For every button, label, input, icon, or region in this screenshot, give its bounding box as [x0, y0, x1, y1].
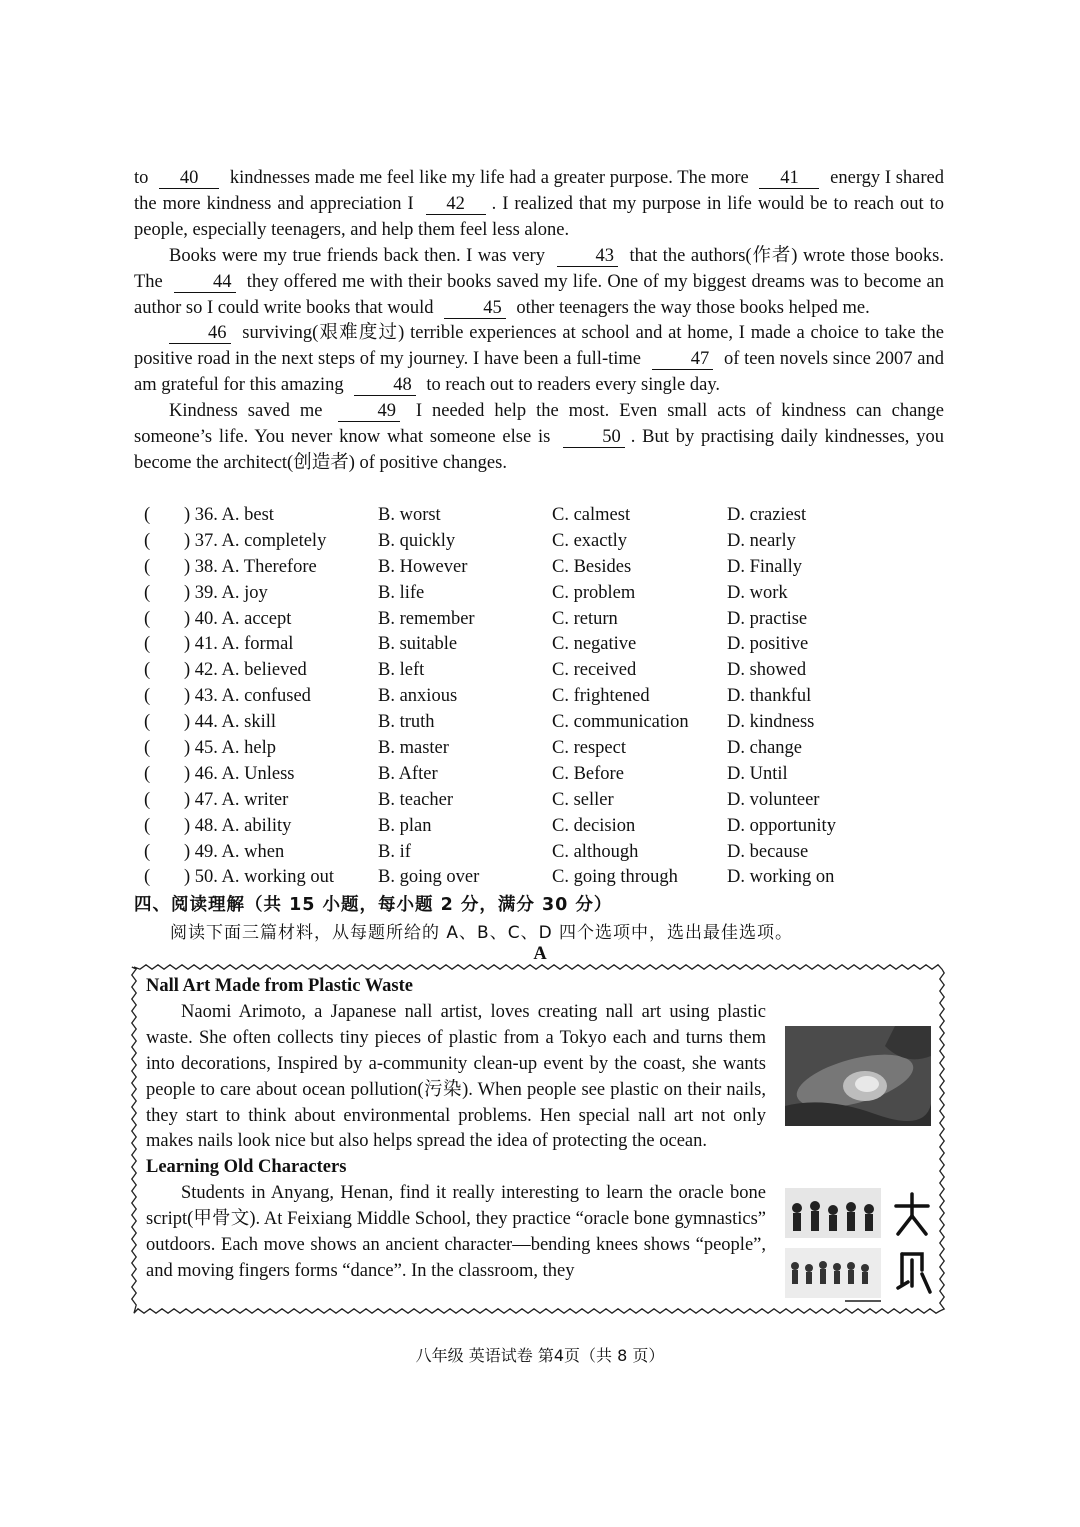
option-d[interactable]: D. positive: [727, 634, 809, 655]
option-b[interactable]: B. quickly: [378, 530, 456, 551]
passage-text: kindnesses made me feel like my life had a greater purpose. The more: [225, 168, 754, 188]
passage-text: they offered me with their books saved my life. One of my biggest dreams was to become an author so I could write books that would: [134, 271, 945, 318]
cloze-passage: [134, 166, 944, 477]
question-row: [144, 710, 944, 736]
answer-bracket[interactable]: (: [144, 660, 151, 681]
option-c[interactable]: C. although: [552, 841, 639, 862]
option-a[interactable]: ) 42. A. believed: [184, 660, 307, 681]
option-b[interactable]: B. going over: [378, 867, 480, 888]
answer-bracket[interactable]: (: [144, 789, 151, 810]
option-b[interactable]: B. remember: [378, 608, 475, 629]
blank-42[interactable]: 42: [426, 194, 486, 215]
option-a[interactable]: ) 36. A. best: [184, 505, 274, 525]
passage-text: that the authors(作者) wrote those books. The: [134, 245, 944, 292]
option-d[interactable]: D. nearly: [727, 530, 796, 551]
blank-45[interactable]: 45: [444, 298, 506, 319]
question-row: [144, 581, 944, 607]
option-c[interactable]: C. going through: [552, 867, 678, 888]
oracle-script-glyphs: [888, 1188, 936, 1306]
option-d[interactable]: D. change: [727, 738, 802, 759]
article-heading-nail-art: Nall Art Made from Plastic Waste: [146, 976, 414, 996]
question-row: [144, 632, 944, 658]
question-row: [144, 555, 944, 581]
question-row: [144, 736, 944, 762]
passage-paragraph-2: [134, 244, 944, 322]
answer-bracket[interactable]: (: [144, 867, 151, 888]
option-a[interactable]: ) 47. A. writer: [184, 789, 289, 810]
option-b[interactable]: B. teacher: [378, 789, 453, 810]
option-c[interactable]: C. negative: [552, 634, 637, 655]
passage-text: energy I shared the more kindness and appreciation I: [134, 168, 945, 214]
question-row: [144, 503, 944, 529]
option-d[interactable]: D. Until: [727, 763, 788, 784]
blank-43[interactable]: 43: [557, 246, 619, 267]
blank-41[interactable]: 41: [759, 168, 819, 189]
question-row: [144, 840, 944, 866]
option-a[interactable]: ) 40. A. accept: [184, 608, 292, 629]
answer-bracket[interactable]: (: [144, 763, 151, 784]
option-c[interactable]: C. decision: [552, 815, 636, 836]
option-b[interactable]: B. suitable: [378, 634, 458, 655]
option-a[interactable]: ) 50. A. working out: [184, 867, 335, 888]
option-a[interactable]: ) 43. A. confused: [184, 686, 311, 707]
answer-bracket[interactable]: (: [144, 556, 151, 577]
option-d[interactable]: D. because: [727, 841, 809, 862]
option-d[interactable]: D. practise: [727, 608, 808, 629]
option-b[interactable]: B. master: [378, 738, 449, 759]
option-a[interactable]: ) 49. A. when: [184, 841, 285, 862]
option-b[interactable]: B. worst: [378, 505, 441, 525]
option-a[interactable]: ) 45. A. help: [184, 738, 276, 759]
option-d[interactable]: D. kindness: [727, 712, 815, 733]
option-b[interactable]: B. if: [378, 841, 411, 862]
passage-paragraph-3: [134, 321, 944, 399]
option-c[interactable]: C. exactly: [552, 530, 628, 551]
option-b[interactable]: B. truth: [378, 712, 435, 733]
article-body-nail-art: Naomi Arimoto, a Japanese nall artist, loves creating nall art using plastic waste. She often collects tiny pieces of plastic from a Tokyo each and turns them into decorations, Inspired by a-community clean-up event by the coast, she wants people to care about ocean pollution(污染). When people see plastic on their nails, they start to think about environmental problems. Hen special nall art not only makes nails look nice but also helps spread the idea of protecting the ocean.: [146, 1001, 766, 1152]
article-body-oracle: Students in Anyang, Henan, find it really interesting to learn the oracle bone script(甲骨文). At Feixiang Middle School, they practice “oracle bone gymnastics” outdoors. Each move shows an ancient character—bending knees shows “people”, and moving fingers forms “dance”. In the classroom, they: [146, 1183, 766, 1281]
question-row: [144, 658, 944, 684]
option-c[interactable]: C. communication: [552, 712, 689, 733]
option-c[interactable]: C. frightened: [552, 686, 650, 707]
option-b[interactable]: B. anxious: [378, 686, 458, 707]
option-d[interactable]: D. craziest: [727, 505, 807, 525]
answer-bracket[interactable]: (: [144, 634, 151, 655]
nail-art-photo: [785, 1026, 931, 1126]
blank-50[interactable]: 50: [563, 427, 625, 448]
option-b[interactable]: B. However: [378, 556, 468, 577]
question-row: [144, 684, 944, 710]
oracle-gymnastics-photos: [785, 1188, 881, 1306]
option-d[interactable]: D. showed: [727, 660, 807, 681]
passage-text: Kindness saved me: [169, 401, 333, 422]
reading-a-content: [146, 974, 766, 1285]
option-c[interactable]: C. calmest: [552, 505, 631, 525]
section-title: 四、阅读理解（共 15 小题，每小题 2 分，满分 30 分）: [134, 895, 613, 915]
passage-paragraph-1: [134, 166, 944, 244]
answer-bracket[interactable]: (: [144, 608, 151, 629]
passage-text: Books were my true friends back then. I was very: [169, 245, 551, 266]
option-c[interactable]: C. seller: [552, 789, 614, 810]
option-b[interactable]: B. life: [378, 582, 425, 603]
option-c[interactable]: C. received: [552, 660, 637, 681]
answer-bracket[interactable]: (: [144, 505, 151, 525]
option-d[interactable]: D. work: [727, 582, 788, 603]
answer-bracket[interactable]: (: [144, 582, 151, 603]
question-row: [144, 788, 944, 814]
blank-40[interactable]: 40: [159, 168, 219, 189]
answer-bracket[interactable]: (: [144, 815, 151, 836]
passage-text: other teenagers the way those books helped me.: [511, 297, 870, 318]
part-label: A: [533, 944, 547, 964]
option-d[interactable]: D. working on: [727, 867, 835, 888]
option-c[interactable]: C. return: [552, 608, 618, 629]
passage-text: . But by practising daily kindnesses, you become the architect(创造者) of positive changes.: [134, 427, 944, 473]
option-b[interactable]: B. left: [378, 660, 425, 681]
option-a[interactable]: ) 44. A. skill: [184, 712, 276, 733]
passage-paragraph-4: [134, 399, 944, 477]
blank-48[interactable]: 48: [354, 375, 416, 396]
answer-bracket[interactable]: (: [144, 530, 151, 551]
option-a[interactable]: ) 48. A. ability: [184, 815, 292, 836]
option-a[interactable]: ) 46. A. Unless: [184, 763, 295, 784]
passage-text: I needed help the most. Even small acts of kindness can change someone’s life. You never know what someone else is: [134, 401, 944, 448]
option-a[interactable]: ) 37. A. completely: [184, 530, 327, 551]
option-c[interactable]: C. respect: [552, 738, 626, 759]
answer-bracket[interactable]: (: [144, 841, 151, 862]
blank-47[interactable]: 47: [652, 349, 714, 370]
question-row: [144, 607, 944, 633]
question-row: [144, 814, 944, 840]
option-d[interactable]: D. volunteer: [727, 789, 820, 810]
option-b[interactable]: B. plan: [378, 815, 432, 836]
answer-bracket[interactable]: (: [144, 738, 151, 759]
answer-bracket[interactable]: (: [144, 712, 151, 733]
option-c[interactable]: C. Besides: [552, 556, 632, 577]
option-d[interactable]: D. thankful: [727, 686, 812, 707]
option-a[interactable]: ) 38. A. Therefore: [184, 556, 317, 577]
answer-bracket[interactable]: (: [144, 686, 151, 707]
passage-text: to reach out to readers every single day.: [421, 375, 720, 396]
blank-49[interactable]: 49: [338, 401, 400, 422]
option-d[interactable]: D. opportunity: [727, 815, 836, 836]
passage-text: to: [134, 168, 154, 188]
option-c[interactable]: C. problem: [552, 582, 636, 603]
option-b[interactable]: B. After: [378, 763, 438, 784]
option-a[interactable]: ) 39. A. joy: [184, 582, 268, 603]
passage-text: . I realized that my purpose in life would be to reach out to people, especially teenagers, and help them feel less alone.: [134, 193, 944, 240]
passage-text: of teen novels since 2007 and am grateful for this amazing: [134, 349, 945, 396]
question-row: [144, 865, 944, 891]
option-a[interactable]: ) 41. A. formal: [184, 634, 294, 655]
question-row: [144, 762, 944, 788]
section-instructions: 阅读下面三篇材料，从每题所给的 A、B、C、D 四个选项中，选出最佳选项。: [170, 923, 794, 943]
article-heading-oracle: Learning Old Characters: [146, 1157, 347, 1178]
reading-a-frame: [130, 963, 946, 1315]
option-c[interactable]: C. Before: [552, 763, 624, 784]
question-options-list: [144, 503, 944, 891]
blank-46[interactable]: 46: [169, 323, 231, 344]
question-row: [144, 529, 944, 555]
option-d[interactable]: D. Finally: [727, 556, 803, 577]
blank-44[interactable]: 44: [174, 272, 236, 293]
passage-text: surviving(艰难度过) terrible experiences at school and at home, I made a choice to take the positive road in the next steps of my journey. I have been a full-time: [134, 323, 944, 370]
page-footer: 八年级 英语试卷 第4页（共 8 页）: [415, 1346, 665, 1365]
